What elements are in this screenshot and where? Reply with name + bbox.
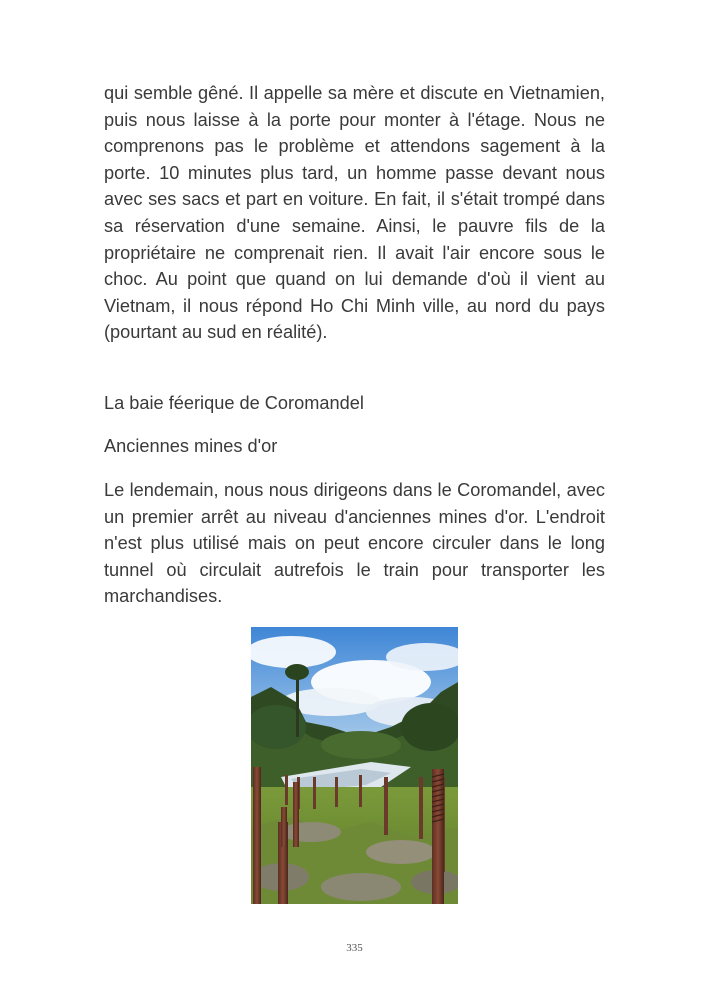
body-paragraph-guesthouse: qui semble gêné. Il appelle sa mère et discute en Vietnamien, puis nous laisse à la porte pour monter à l'étage. Nous ne comprenons pas le problème et attendons sagement à la porte. 10 minutes plus tard, un homme passe devant nous avec ses sacs et part en voiture. En fait, il s'était trompé dans sa réservation d'une semaine. Ainsi, le pauvre fils de la propriétaire ne comprenait rien. Il avait l'air encore sous le choc. Au point que quand on lui demande d'où il vient au Vietnam, il nous répond Ho Chi Minh ville, au nord du pays (pourtant au sud en réalité).: [104, 83, 605, 343]
section-heading-coromandel: La baie féerique de Coromandel: [104, 393, 364, 413]
subsection-heading-gold-mines: Anciennes mines d'or: [104, 436, 278, 456]
page-number: 335: [346, 942, 363, 954]
gold-mine-photo: [251, 627, 458, 904]
body-paragraph-gold-mines: Le lendemain, nous nous dirigeons dans le Coromandel, avec un premier arrêt au niveau d'anciennes mines d'or. L'endroit n'est plus utilisé mais on peut encore circuler dans le long tunnel où circulait autrefois le train pour transporter les marchandises.: [104, 480, 605, 607]
